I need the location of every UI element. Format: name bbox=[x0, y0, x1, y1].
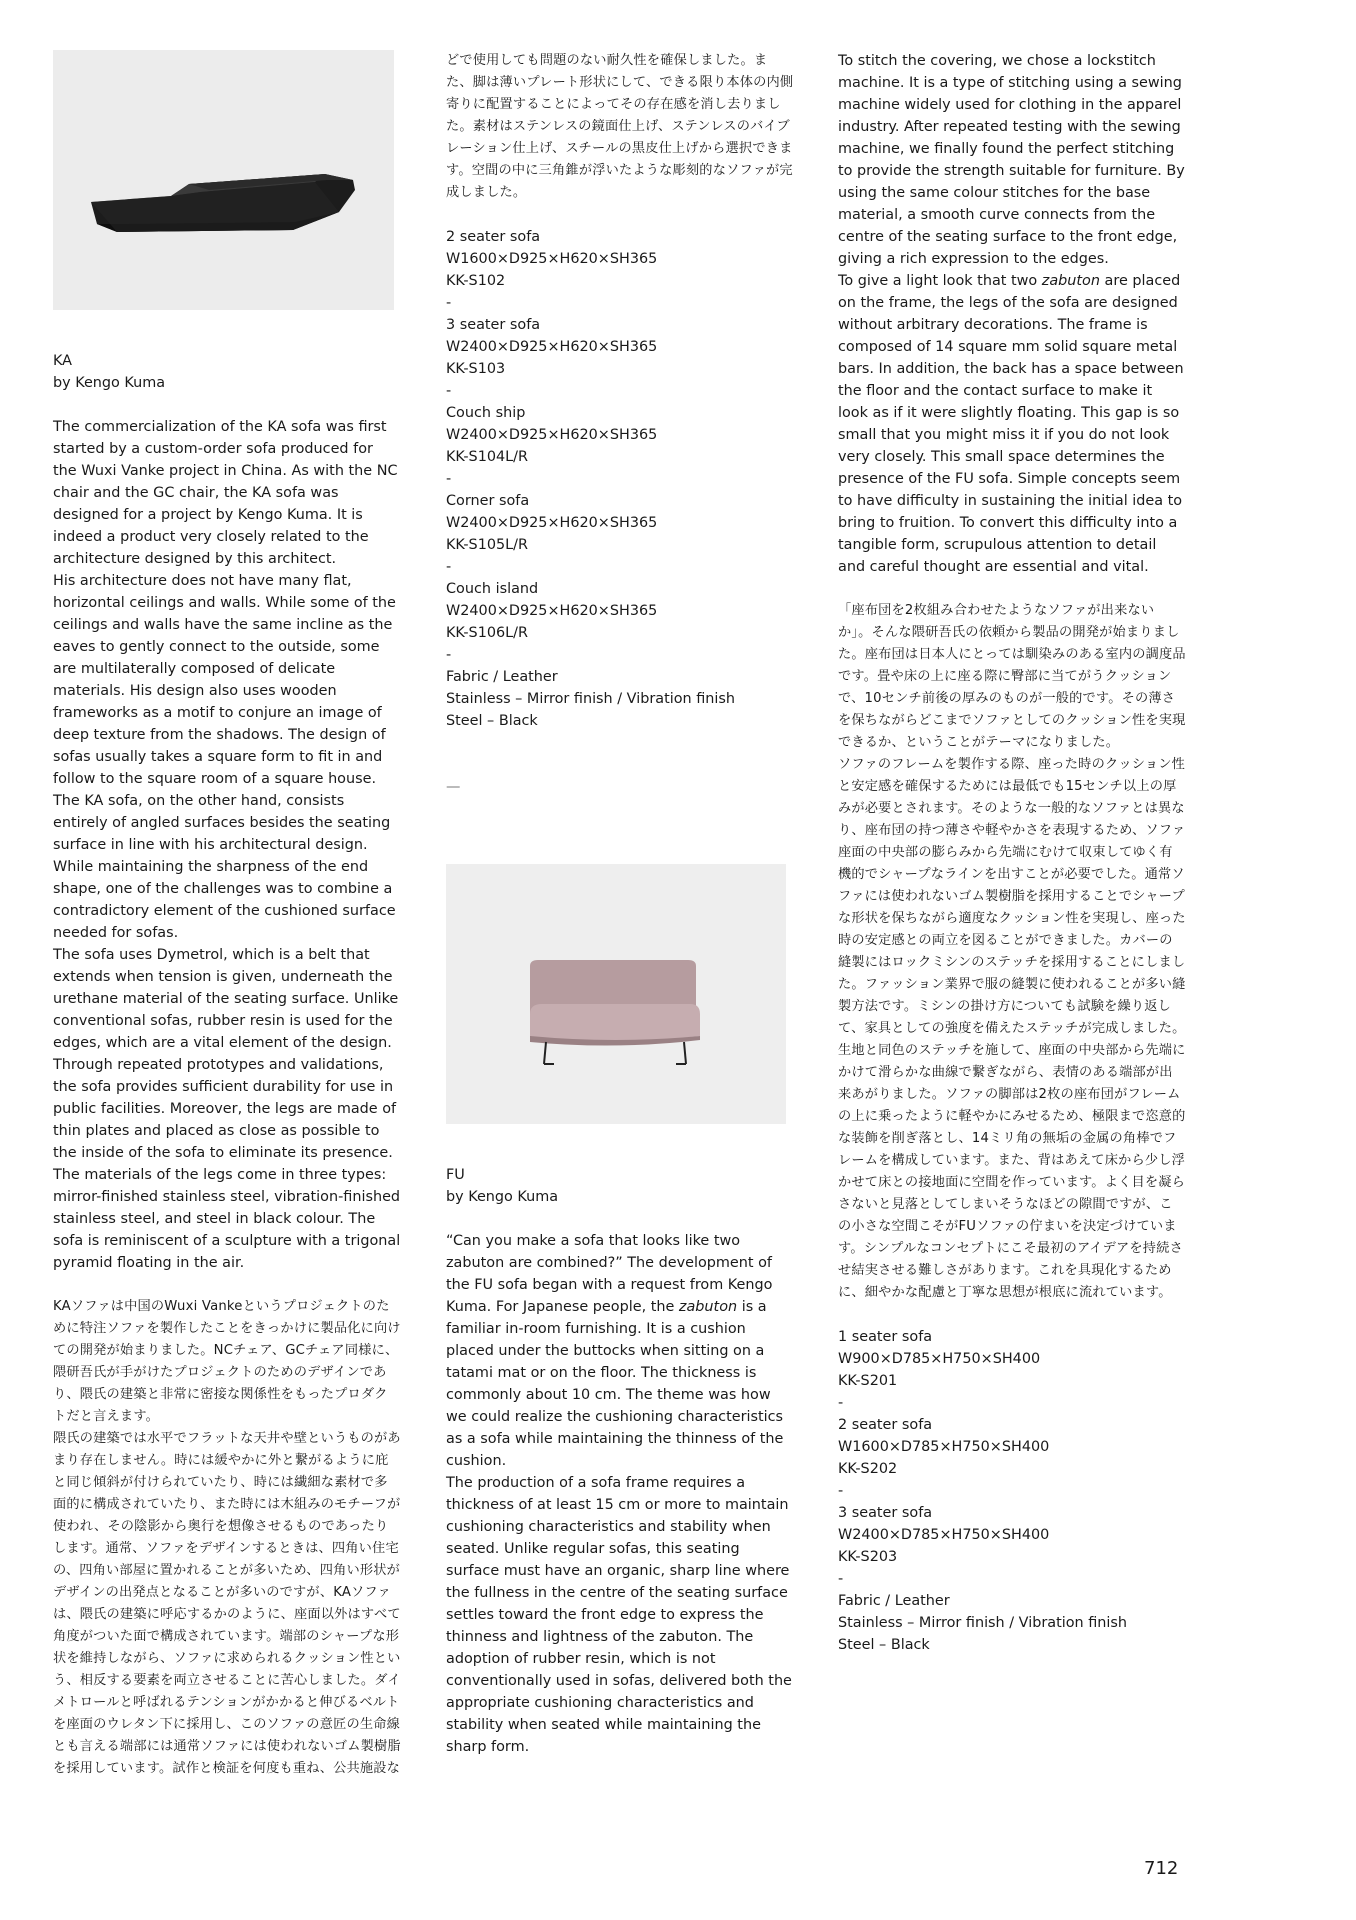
spec-dims: W2400×D925×H620×SH365 bbox=[446, 427, 658, 443]
fu-en-text: To give a light look that two bbox=[838, 273, 1042, 289]
spec-name: Couch ship bbox=[446, 405, 526, 421]
spec-name: Couch island bbox=[446, 581, 539, 597]
ka-jp-paragraph-continued: どで使用しても問題のない耐久性を確保しました。また、脚は薄いプレート形状にして、できる限り本体の内側寄りに配置することによってその存在感を消し去りました。素材はステンレスの鏡面仕上げ、ステンレスのバイブレーション仕上げ、スチールの黒皮仕上げから選択できます。空間の中に三角錐が浮いたような彫刻的なソファが完成しました。 bbox=[446, 53, 794, 200]
spec-dash: - bbox=[838, 1571, 844, 1587]
spec-dims: W1600×D785×H750×SH400 bbox=[838, 1439, 1050, 1455]
spec-name: Corner sofa bbox=[446, 493, 530, 509]
spec-code: KK-S203 bbox=[838, 1549, 898, 1565]
spec-dash: - bbox=[446, 295, 452, 311]
spec-name: 2 seater sofa bbox=[446, 229, 541, 245]
spec-code: KK-S105L/R bbox=[446, 537, 529, 553]
page-number: 712 bbox=[1144, 1858, 1179, 1879]
spec-code: KK-S106L/R bbox=[446, 625, 529, 641]
spec-dims: W2400×D785×H750×SH400 bbox=[838, 1527, 1050, 1543]
column-3 bbox=[838, 50, 1186, 1656]
column-1 bbox=[53, 50, 401, 1780]
spec-name: 3 seater sofa bbox=[446, 317, 541, 333]
spec-dash: - bbox=[838, 1395, 844, 1411]
ka-designer: by Kengo Kuma bbox=[53, 375, 166, 391]
spec-dash: - bbox=[838, 1483, 844, 1499]
fu-en-paragraph: The production of a sofa frame requires a thickness of at least 15 cm or more to maintain cushioning characteristics and stability when seated. Unlike regular sofas, this seating surface must have an organic, sharp line where the fullness in the centre of the seating surface settles toward the front edge to express the thinness and lightness of the zabuton. The adoption of rubber resin, which is not conventionally used in sofas, delivered both the appropriate cushioning characteristics and stability when seated while maintaining the sharp form. bbox=[446, 1475, 792, 1755]
fu-title: FU bbox=[446, 1167, 465, 1183]
spec-code: KK-S202 bbox=[838, 1461, 898, 1477]
ka-en-paragraph: His architecture does not have many flat, horizontal ceilings and walls. While some of the ceilings and walls have the same incline as the eaves to gently connect to the outside, some are multilaterally composed of delicate materials. His design also uses wooden frameworks as a motif to conjure an image of deep texture from the shadows. The design of sofas usually takes a square form to fit in and follow to the square room of a square house. The KA sofa, on the other hand, consists entirely of angled surfaces besides the seating surface in line with his architectural design. While maintaining the sharpness of the end shape, one of the challenges was to combine a contradictory element of the cushioned surface needed for sofas. bbox=[53, 573, 396, 941]
spec-dims: W2400×D925×H620×SH365 bbox=[446, 603, 658, 619]
column-2 bbox=[446, 50, 794, 1758]
spec-dims: W900×D785×H750×SH400 bbox=[838, 1351, 1041, 1367]
ka-jp-paragraph: 隈氏の建築では水平でフラットな天井や壁というものがあまり存在しません。時には緩やかに外と繋がるように庇と同じ傾斜が付けられていたり、時には繊細な素材で多面的に構成されていたり、また時には木組みのモチーフが使われ、その陰影から奥行を想像させるものであったりします。通常、ソファをデザインするときは、四角い住宅の、四角い部屋に置かれることが多いため、四角い形状がデザインの出発点となることが多いのですが、KAソファは、隈氏の建築に呼応するかのように、座面以外はすべて角度がついた面で構成されています。端部のシャープな形状を維持しながら、ソファに求められるクッション性という、相反する要素を両立させることに苦心しました。ダイメトロールと呼ばれるテンションがかかると伸びるベルトを座面のウレタン下に採用し、このソファの意匠の生命線とも言える端部には通常ソファには使われないゴム製樹脂を採用しています。試作と検証を何度も重ね、公共施設な bbox=[53, 1431, 401, 1776]
fu-sofa-photo bbox=[446, 864, 786, 1124]
spec-name: 2 seater sofa bbox=[838, 1417, 933, 1433]
material-item: Fabric / Leather bbox=[838, 1593, 950, 1609]
ka-title: KA bbox=[53, 353, 73, 369]
fu-spec-list bbox=[838, 1326, 1186, 1656]
fu-en-text: “Can you make a sofa that looks like two zabuton are combined?” The development of the FU sofa began with a request from Kengo Kuma. For Japanese people, the bbox=[446, 1233, 773, 1315]
ka-jp-continued-spacer bbox=[446, 50, 794, 226]
fu-sofa-illustration bbox=[446, 864, 786, 1124]
spec-name: 1 seater sofa bbox=[838, 1329, 933, 1345]
fu-jp-paragraph: 「座布団を2枚組み合わせたようなソファが出来ないか」。そんな隈研吾氏の依頼から製品の開発が始まりました。座布団は日本人にとっては馴染みのある室内の調度品です。畳や床の上に座る際に臀部に当てがうクッションで、10センチ前後の厚みのものが一般的です。その薄さを保ちながらどこまでソファとしてのクッション性を実現できるか、ということがテーマになりました。 bbox=[838, 603, 1186, 750]
fu-en-paragraph bbox=[446, 1230, 794, 1472]
fu-en-paragraph bbox=[838, 270, 1186, 578]
spec-code: KK-S102 bbox=[446, 273, 506, 289]
ka-spec-list bbox=[446, 226, 794, 732]
fu-en-text: is a familiar in-room furnishing. It is a cushion placed under the buttocks when sitting on a tatami mat or on the floor. The thickness is commonly about 10 cm. The theme was how we could realize the cushioning characteristics as a sofa while maintaining the thinness of the cushion. bbox=[446, 1299, 784, 1469]
fu-designer: by Kengo Kuma bbox=[446, 1189, 559, 1205]
material-item: Stainless – Mirror finish / Vibration finish bbox=[838, 1615, 1128, 1631]
material-item: Steel – Black bbox=[446, 713, 538, 729]
fu-jp-paragraph: ソファのフレームを製作する際、座った時のクッション性と安定感を確保するためには最低でも15センチ以上の厚みが必要とされます。そのような一般的なソファとは異なり、座布団の持つ薄さや軽やかさを表現するため、ソファ座面の中央部の膨らみから先端にむけて収束してゆく有機的でシャープなラインを出すことが必要でした。通常ソファには使われないゴム製樹脂を採用することでシャープな形状を保ちながら適度なクッション性を実現し、座った時の安定感との両立を図ることができました。カバーの縫製にはロックミシンのステッチを採用することにしました。ファッション業界で服の縫製に使われることが多い縫製方法です。ミシンの掛け方についても試験を繰り返して、家具としての強度を備えたステッチが完成しました。生地と同色のステッチを施して、座面の中央部から先端にかけて滑らかな曲線で繋ぎながら、表情のある端部が出来あがりました。ソファの脚部は2枚の座布団がフレームの上に乗ったように軽やかにみせるため、極限まで恣意的な装飾を削ぎ落とし、14ミリ角の無垢の金属の角棒でフレームを構成しています。また、背はあえて床から少し浮かせて床との接地面に空間を作っています。よく目を凝らさないと見落としてしまいそうなほどの隙間ですが、この小さな空間こそがFUソファの佇まいを決定づけています。シンプルなコンセプトにこそ最初のアイデアを持続させ結実させる難しさがあります。これを具現化するために、細やかな配慮と丁寧な思想が根底に流れています。 bbox=[838, 757, 1186, 1300]
ka-en-paragraph: The sofa uses Dymetrol, which is a belt that extends when tension is given, underneath the urethane material of the seating surface. Unlike conventional sofas, rubber resin is used for the edges, which are a vital element of the design. Through repeated prototypes and validations, the sofa provides sufficient durability for use in public facilities. Moreover, the legs are made of thin plates and placed as close as possible to the inside of the sofa to eliminate its presence. The materials of the legs come in three types: mirror-finished stainless steel, vibration-finished stainless steel, and steel in black colour. The sofa is reminiscent of a sculpture with a trigonal pyramid floating in the air. bbox=[53, 947, 401, 1271]
spec-name: 3 seater sofa bbox=[838, 1505, 933, 1521]
ka-jp-paragraph: KAソファは中国のWuxi Vankeというプロジェクトのために特注ソファを製作したことをきっかけに製品化に向けての開発が始まりました。NCチェア、GCチェア同様に、隈研吾氏が手がけたプロジェクトのためのデザインであり、隈氏の建築と非常に密接な関係性をもったプロダクトだと言えます。 bbox=[53, 1299, 401, 1424]
ka-sofa-photo bbox=[53, 50, 394, 310]
ka-en-paragraph: The commercialization of the KA sofa was first started by a custom-order sofa produced for the Wuxi Vanke project in China. As with the NC chair and the GC chair, the KA sofa was designed for a project by Kengo Kuma. It is indeed a product very closely related to the architecture designed by this architect. bbox=[53, 419, 398, 567]
fu-en-text: are placed on the frame, the legs of the sofa are designed without arbitrary decorations. The frame is composed of 14 square mm solid square metal bars. In addition, the back has a space between the floor and the contact surface to make it look as if it were slightly floating. This gap is so small that you might miss it if you do not look very closely. This small space determines the presence of the FU sofa. Simple concepts seem to have difficulty in sustaining the initial idea to bring to fruition. To convert this difficulty into a tangible form, scrupulous attention to detail and careful thought are essential and vital. bbox=[838, 273, 1184, 575]
material-item: Stainless – Mirror finish / Vibration finish bbox=[446, 691, 736, 707]
ka-sofa-illustration bbox=[53, 50, 394, 310]
fu-en-italic: zabuton bbox=[1041, 273, 1100, 289]
material-item: Steel – Black bbox=[838, 1637, 930, 1653]
spec-dims: W2400×D925×H620×SH365 bbox=[446, 515, 658, 531]
spec-dims: W2400×D925×H620×SH365 bbox=[446, 339, 658, 355]
section-separator: — bbox=[446, 779, 461, 795]
spec-dims: W1600×D925×H620×SH365 bbox=[446, 251, 658, 267]
spec-code: KK-S104L/R bbox=[446, 449, 529, 465]
material-item: Fabric / Leather bbox=[446, 669, 558, 685]
fu-en-italic: zabuton bbox=[678, 1299, 738, 1315]
spec-code: KK-S103 bbox=[446, 361, 506, 377]
spec-dash: - bbox=[446, 647, 452, 663]
fu-en-paragraph: To stitch the covering, we chose a lockstitch machine. It is a type of stitching using a sewing machine widely used for clothing in the apparel industry. After repeated testing with the sewing machine, we finally found the perfect stitching to provide the strength suitable for furniture. By using the same colour stitches for the base material, a smooth curve connects from the centre of the seating surface to the front edge, giving a rich expression to the edges. bbox=[838, 53, 1185, 267]
spec-code: KK-S201 bbox=[838, 1373, 898, 1389]
spec-dash: - bbox=[446, 471, 452, 487]
spec-dash: - bbox=[446, 559, 452, 575]
spec-dash: - bbox=[446, 383, 452, 399]
